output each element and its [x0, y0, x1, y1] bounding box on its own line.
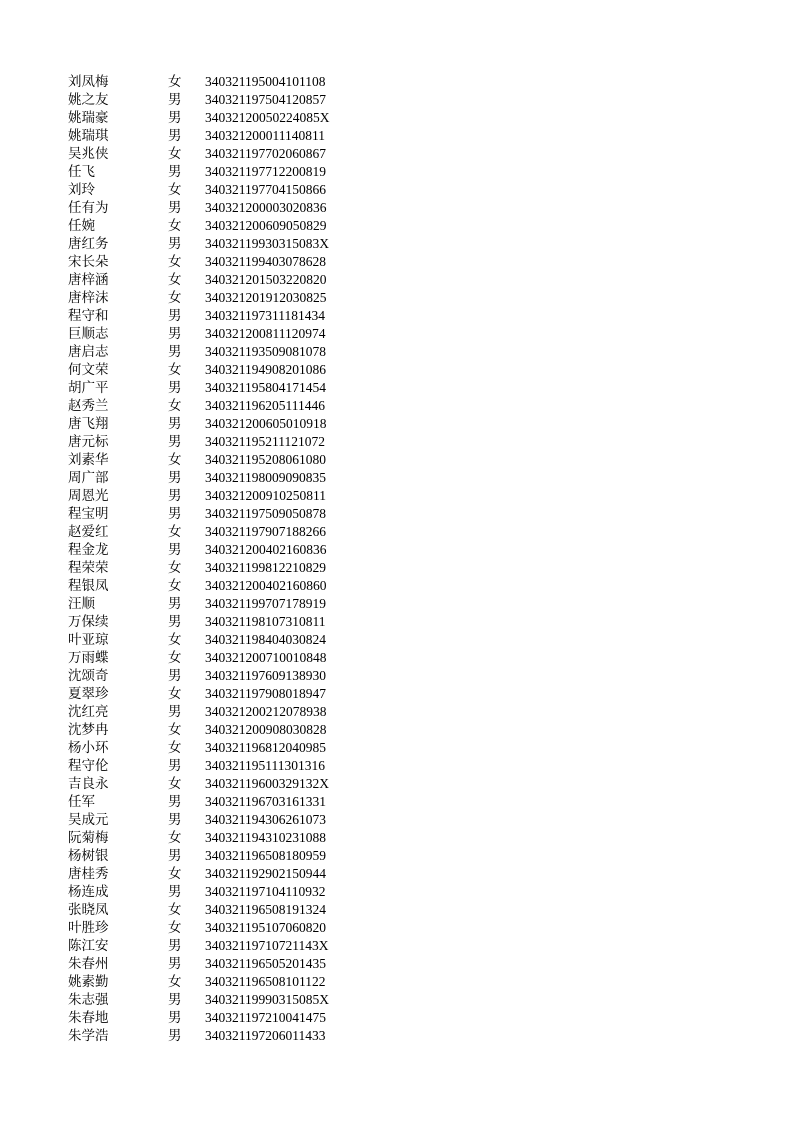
id-number-cell: 340321200011140811: [205, 128, 325, 143]
person-name-cell: 程守伦: [68, 758, 109, 774]
table-row: [0, 397, 793, 415]
gender-cell: 女: [168, 74, 182, 90]
gender-cell: 女: [168, 146, 182, 162]
table-row: [0, 739, 793, 757]
person-name-cell: 程荣荣: [68, 560, 109, 576]
person-name-cell: 程银凤: [68, 578, 109, 594]
table-row: [0, 703, 793, 721]
table-row: [0, 847, 793, 865]
person-name-cell: 朱春州: [68, 956, 109, 972]
person-name-cell: 姚之友: [68, 92, 109, 108]
id-number-cell: 340321196205111446: [205, 398, 325, 413]
id-number-cell: 340321195211121072: [205, 434, 325, 449]
id-number-cell: 340321200212078938: [205, 704, 327, 719]
id-number-cell: 340321199707178919: [205, 596, 326, 611]
table-row: [0, 361, 793, 379]
id-number-cell: 34032119600329132X: [205, 776, 329, 791]
gender-cell: 女: [168, 722, 182, 738]
person-name-cell: 任婉: [68, 218, 95, 234]
id-number-cell: 34032119930315083X: [205, 236, 329, 251]
person-name-cell: 叶胜珍: [68, 920, 109, 936]
person-name-cell: 阮菊梅: [68, 830, 109, 846]
id-number-cell: 340321195208061080: [205, 452, 326, 467]
gender-cell: 女: [168, 452, 182, 468]
id-number-cell: 340321199403078628: [205, 254, 326, 269]
table-row: [0, 379, 793, 397]
gender-cell: 男: [168, 344, 182, 360]
person-name-cell: 吴兆侠: [68, 146, 109, 162]
table-row: [0, 505, 793, 523]
roster-table: [0, 73, 793, 1045]
id-number-cell: 340321197210041475: [205, 1010, 326, 1025]
id-number-cell: 340321201912030825: [205, 290, 327, 305]
table-row: [0, 955, 793, 973]
id-number-cell: 340321196508180959: [205, 848, 326, 863]
gender-cell: 女: [168, 632, 182, 648]
gender-cell: 男: [168, 794, 182, 810]
person-name-cell: 叶亚琼: [68, 632, 109, 648]
table-row: [0, 325, 793, 343]
table-row: [0, 91, 793, 109]
id-number-cell: 340321198107310811: [205, 614, 326, 629]
id-number-cell: 340321198009090835: [205, 470, 326, 485]
gender-cell: 女: [168, 254, 182, 270]
id-number-cell: 340321197704150866: [205, 182, 326, 197]
table-row: [0, 793, 793, 811]
gender-cell: 男: [168, 596, 182, 612]
person-name-cell: 周恩光: [68, 488, 109, 504]
id-number-cell: 340321197206011433: [205, 1028, 326, 1043]
person-name-cell: 唐飞翔: [68, 416, 109, 432]
person-name-cell: 赵爱红: [68, 524, 109, 540]
person-name-cell: 张晓凤: [68, 902, 109, 918]
id-number-cell: 340321194908201086: [205, 362, 326, 377]
person-name-cell: 宋长朵: [68, 254, 109, 270]
id-number-cell: 340321200910250811: [205, 488, 326, 503]
gender-cell: 男: [168, 164, 182, 180]
gender-cell: 男: [168, 92, 182, 108]
gender-cell: 女: [168, 290, 182, 306]
table-row: [0, 829, 793, 847]
person-name-cell: 汪顺: [68, 596, 95, 612]
gender-cell: 男: [168, 110, 182, 126]
person-name-cell: 吉良永: [68, 776, 109, 792]
id-number-cell: 340321197908018947: [205, 686, 326, 701]
table-row: [0, 217, 793, 235]
id-number-cell: 340321195004101108: [205, 74, 326, 89]
id-number-cell: 340321192902150944: [205, 866, 326, 881]
table-row: [0, 595, 793, 613]
gender-cell: 女: [168, 866, 182, 882]
person-name-cell: 唐梓涵: [68, 272, 109, 288]
person-name-cell: 周广部: [68, 470, 109, 486]
gender-cell: 男: [168, 956, 182, 972]
gender-cell: 女: [168, 920, 182, 936]
person-name-cell: 巨顺志: [68, 326, 109, 342]
id-number-cell: 340321200908030828: [205, 722, 327, 737]
person-name-cell: 赵秀兰: [68, 398, 109, 414]
table-row: [0, 271, 793, 289]
person-name-cell: 姚素勤: [68, 974, 109, 990]
person-name-cell: 杨连成: [68, 884, 109, 900]
person-name-cell: 万保续: [68, 614, 109, 630]
id-number-cell: 340321196505201435: [205, 956, 326, 971]
table-row: [0, 685, 793, 703]
table-row: [0, 487, 793, 505]
person-name-cell: 何文荣: [68, 362, 109, 378]
table-row: [0, 199, 793, 217]
gender-cell: 男: [168, 758, 182, 774]
table-row: [0, 523, 793, 541]
id-number-cell: 340321197907188266: [205, 524, 326, 539]
table-row: [0, 163, 793, 181]
id-number-cell: 34032119990315085X: [205, 992, 329, 1007]
gender-cell: 男: [168, 1028, 182, 1044]
gender-cell: 男: [168, 848, 182, 864]
table-row: [0, 181, 793, 199]
person-name-cell: 陈江安: [68, 938, 109, 954]
person-name-cell: 沈颂奇: [68, 668, 109, 684]
person-name-cell: 程金龙: [68, 542, 109, 558]
gender-cell: 男: [168, 236, 182, 252]
gender-cell: 男: [168, 200, 182, 216]
gender-cell: 男: [168, 614, 182, 630]
table-row: [0, 289, 793, 307]
person-name-cell: 夏翠珍: [68, 686, 109, 702]
person-name-cell: 吴成元: [68, 812, 109, 828]
table-row: [0, 415, 793, 433]
table-row: [0, 109, 793, 127]
table-row: [0, 577, 793, 595]
id-number-cell: 340321200605010918: [205, 416, 327, 431]
gender-cell: 女: [168, 272, 182, 288]
table-row: [0, 253, 793, 271]
gender-cell: 男: [168, 128, 182, 144]
table-row: [0, 145, 793, 163]
id-number-cell: 340321200609050829: [205, 218, 327, 233]
id-number-cell: 340321197104110932: [205, 884, 326, 899]
gender-cell: 女: [168, 560, 182, 576]
id-number-cell: 340321197609138930: [205, 668, 326, 683]
table-row: [0, 865, 793, 883]
id-number-cell: 340321196508191324: [205, 902, 326, 917]
table-row: [0, 433, 793, 451]
table-row: [0, 811, 793, 829]
gender-cell: 女: [168, 830, 182, 846]
gender-cell: 男: [168, 434, 182, 450]
table-row: [0, 1027, 793, 1045]
person-name-cell: 沈红亮: [68, 704, 109, 720]
gender-cell: 男: [168, 884, 182, 900]
id-number-cell: 340321197702060867: [205, 146, 326, 161]
id-number-cell: 340321199812210829: [205, 560, 326, 575]
person-name-cell: 唐元标: [68, 434, 109, 450]
gender-cell: 男: [168, 704, 182, 720]
person-name-cell: 沈梦冉: [68, 722, 109, 738]
id-number-cell: 340321196508101122: [205, 974, 326, 989]
person-name-cell: 刘玲: [68, 182, 95, 198]
id-number-cell: 34032119710721143X: [205, 938, 329, 953]
gender-cell: 女: [168, 650, 182, 666]
table-row: [0, 343, 793, 361]
person-name-cell: 程宝明: [68, 506, 109, 522]
gender-cell: 女: [168, 398, 182, 414]
person-name-cell: 任飞: [68, 164, 95, 180]
person-name-cell: 姚瑞豪: [68, 110, 109, 126]
person-name-cell: 程守和: [68, 308, 109, 324]
id-number-cell: 340321200710010848: [205, 650, 327, 665]
gender-cell: 女: [168, 740, 182, 756]
id-number-cell: 340321197311181434: [205, 308, 325, 323]
id-number-cell: 340321197509050878: [205, 506, 326, 521]
gender-cell: 男: [168, 668, 182, 684]
id-number-cell: 340321197712200819: [205, 164, 326, 179]
gender-cell: 男: [168, 326, 182, 342]
gender-cell: 男: [168, 308, 182, 324]
table-row: [0, 73, 793, 91]
id-number-cell: 340321195111301316: [205, 758, 325, 773]
gender-cell: 男: [168, 938, 182, 954]
gender-cell: 男: [168, 1010, 182, 1026]
person-name-cell: 唐梓沫: [68, 290, 109, 306]
gender-cell: 女: [168, 686, 182, 702]
person-name-cell: 唐启志: [68, 344, 109, 360]
person-name-cell: 朱学浩: [68, 1028, 109, 1044]
person-name-cell: 胡广平: [68, 380, 109, 396]
person-name-cell: 刘凤梅: [68, 74, 109, 90]
person-name-cell: 刘素华: [68, 452, 109, 468]
id-number-cell: 340321200402160860: [205, 578, 327, 593]
id-number-cell: 340321200811120974: [205, 326, 326, 341]
person-name-cell: 朱春地: [68, 1010, 109, 1026]
gender-cell: 男: [168, 380, 182, 396]
person-name-cell: 唐红务: [68, 236, 109, 252]
table-row: [0, 775, 793, 793]
id-number-cell: 340321194306261073: [205, 812, 326, 827]
person-name-cell: 任军: [68, 794, 95, 810]
person-name-cell: 朱志强: [68, 992, 109, 1008]
gender-cell: 男: [168, 488, 182, 504]
table-row: [0, 973, 793, 991]
table-row: [0, 307, 793, 325]
person-name-cell: 姚瑞琪: [68, 128, 109, 144]
id-number-cell: 340321196812040985: [205, 740, 326, 755]
id-number-cell: 34032120050224085X: [205, 110, 330, 125]
gender-cell: 女: [168, 524, 182, 540]
table-row: [0, 469, 793, 487]
table-row: [0, 451, 793, 469]
gender-cell: 女: [168, 578, 182, 594]
id-number-cell: 340321200402160836: [205, 542, 327, 557]
gender-cell: 女: [168, 218, 182, 234]
person-name-cell: 唐桂秀: [68, 866, 109, 882]
table-row: [0, 631, 793, 649]
gender-cell: 女: [168, 776, 182, 792]
gender-cell: 女: [168, 974, 182, 990]
table-row: [0, 937, 793, 955]
table-row: [0, 235, 793, 253]
table-row: [0, 613, 793, 631]
table-row: [0, 901, 793, 919]
table-row: [0, 559, 793, 577]
gender-cell: 男: [168, 542, 182, 558]
table-row: [0, 541, 793, 559]
id-number-cell: 340321193509081078: [205, 344, 326, 359]
id-number-cell: 340321195107060820: [205, 920, 326, 935]
gender-cell: 男: [168, 416, 182, 432]
id-number-cell: 340321198404030824: [205, 632, 326, 647]
person-name-cell: 任有为: [68, 200, 109, 216]
id-number-cell: 340321196703161331: [205, 794, 326, 809]
id-number-cell: 340321201503220820: [205, 272, 327, 287]
gender-cell: 女: [168, 362, 182, 378]
table-row: [0, 1009, 793, 1027]
person-name-cell: 杨小环: [68, 740, 109, 756]
table-row: [0, 127, 793, 145]
gender-cell: 男: [168, 470, 182, 486]
gender-cell: 男: [168, 506, 182, 522]
id-number-cell: 340321194310231088: [205, 830, 326, 845]
gender-cell: 女: [168, 902, 182, 918]
gender-cell: 女: [168, 182, 182, 198]
table-row: [0, 883, 793, 901]
table-row: [0, 667, 793, 685]
table-row: [0, 919, 793, 937]
id-number-cell: 340321195804171454: [205, 380, 326, 395]
table-row: [0, 757, 793, 775]
table-row: [0, 721, 793, 739]
id-number-cell: 340321197504120857: [205, 92, 326, 107]
gender-cell: 男: [168, 992, 182, 1008]
person-name-cell: 杨树银: [68, 848, 109, 864]
id-number-cell: 340321200003020836: [205, 200, 327, 215]
person-name-cell: 万雨蝶: [68, 650, 109, 666]
table-row: [0, 649, 793, 667]
table-row: [0, 991, 793, 1009]
gender-cell: 男: [168, 812, 182, 828]
